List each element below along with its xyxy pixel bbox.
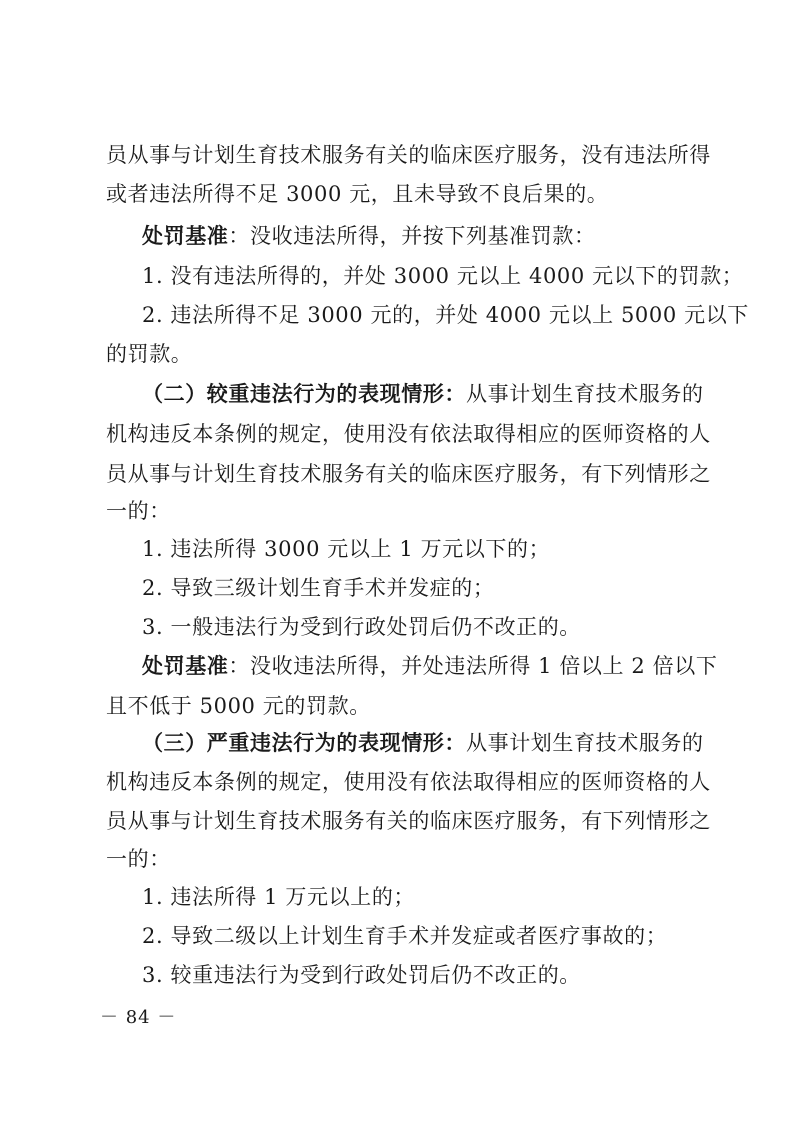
list-item: 1. 没有违法所得的，并处 3000 元以上 4000 元以下的罚款；	[142, 264, 744, 288]
section-heading-line: （三）严重违法行为的表现情形：从事计划生育技术服务的	[142, 731, 704, 755]
paragraph-line: 的罚款。	[106, 342, 193, 366]
page-number: － 84 －	[100, 1007, 177, 1028]
paragraph-line: 机构违反本条例的规定，使用没有依法取得相应的医师资格的人	[106, 422, 711, 446]
list-item: 2. 违法所得不足 3000 元的，并处 4000 元以上 5000 元以下	[142, 303, 749, 327]
paragraph-line: 员从事与计划生育技术服务有关的临床医疗服务，没有违法所得	[106, 143, 711, 167]
penalty-standard-line: 处罚基准：没收违法所得，并按下列基准罚款：	[142, 224, 596, 248]
list-item: 3. 一般违法行为受到行政处罚后仍不改正的。	[142, 615, 581, 639]
bold-heading: 处罚基准	[142, 224, 229, 248]
paragraph-line: 一的：	[106, 847, 171, 871]
paragraph-line: 机构违反本条例的规定，使用没有依法取得相应的医师资格的人	[106, 770, 711, 794]
paragraph-line: 员从事与计划生育技术服务有关的临床医疗服务，有下列情形之	[106, 462, 711, 486]
bold-heading: 处罚基准	[142, 654, 229, 678]
bold-heading: （三）严重违法行为的表现情形：	[142, 731, 466, 755]
paragraph-line: 员从事与计划生育技术服务有关的临床医疗服务，有下列情形之	[106, 809, 711, 833]
list-item: 2. 导致二级以上计划生育手术并发症或者医疗事故的；	[142, 924, 668, 948]
list-item: 1. 违法所得 1 万元以上的；	[142, 885, 416, 909]
list-item: 1. 违法所得 3000 元以上 1 万元以下的；	[142, 537, 551, 561]
list-item: 2. 导致三级计划生育手术并发症的；	[142, 576, 495, 600]
paragraph-line: 且不低于 5000 元的罚款。	[106, 694, 371, 718]
paragraph-line: 或者违法所得不足 3000 元，且未导致不良后果的。	[106, 182, 609, 206]
bold-heading: （二）较重违法行为的表现情形：	[142, 382, 466, 406]
list-item: 3. 较重违法行为受到行政处罚后仍不改正的。	[142, 963, 581, 987]
section-heading-line: （二）较重违法行为的表现情形：从事计划生育技术服务的	[142, 382, 704, 406]
penalty-standard-line: 处罚基准：没收违法所得，并处违法所得 1 倍以上 2 倍以下	[142, 654, 718, 678]
paragraph-line: 一的：	[106, 499, 171, 523]
